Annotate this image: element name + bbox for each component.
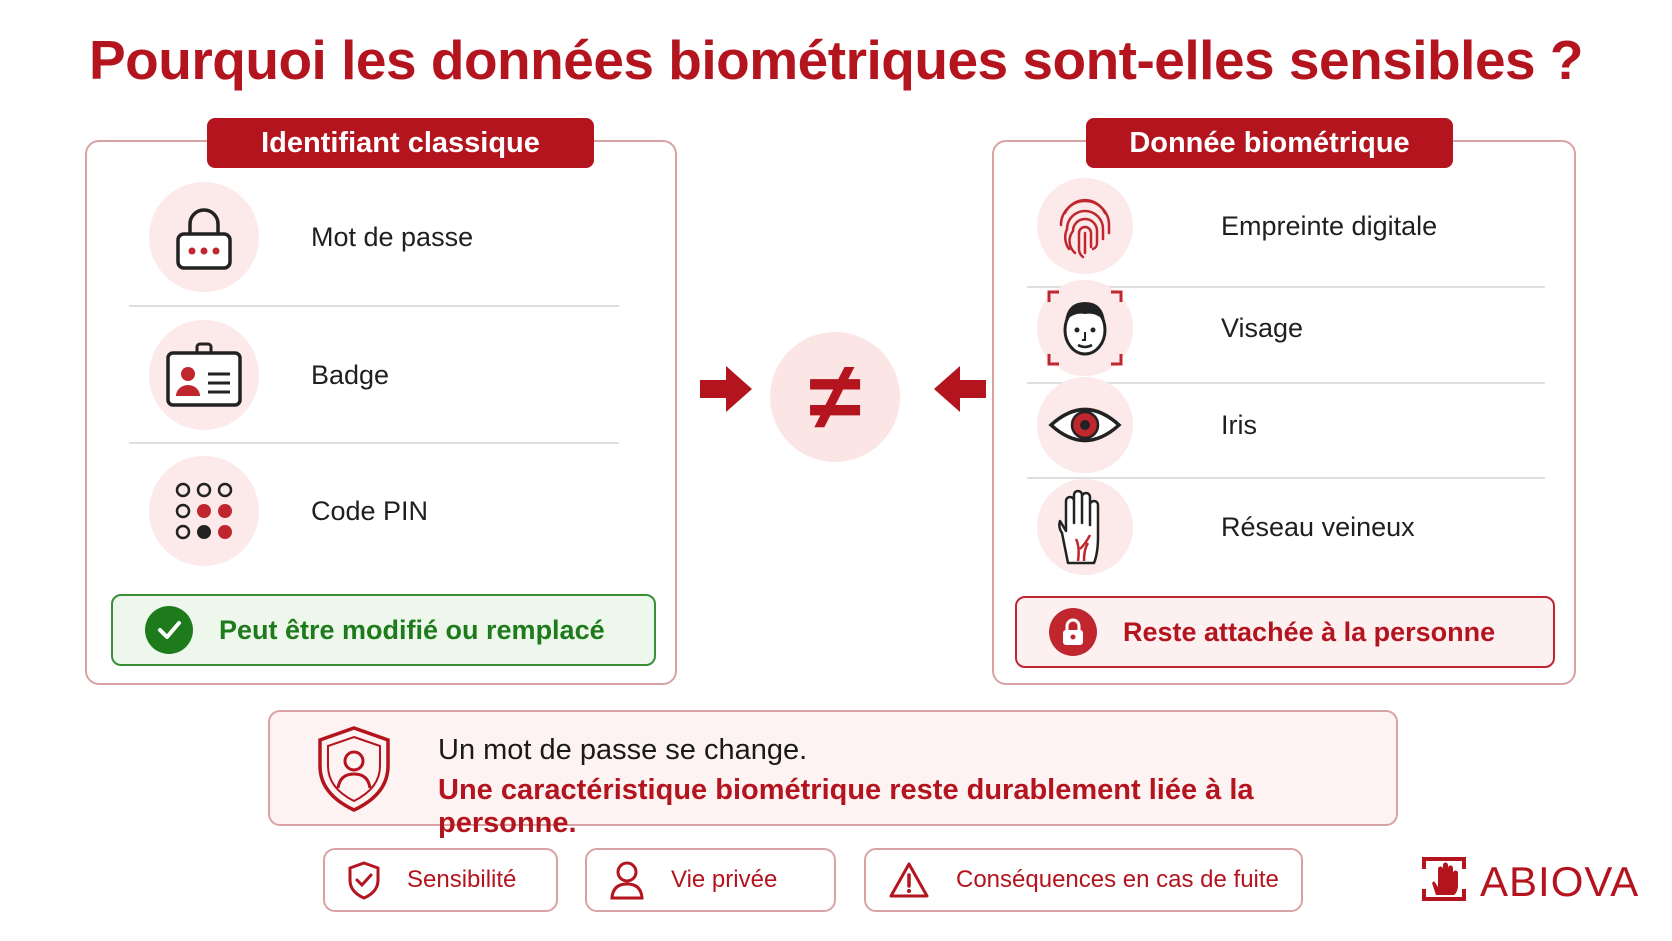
message-line-2: Une caractéristique biométrique reste durablement liée à la personne. [438,774,1254,839]
face-label: Visage [1221,312,1304,343]
leak-consequences-label: Conséquences en cas de fuite [956,866,1279,893]
face-scan-icon [1037,280,1133,376]
biometric-data-panel [992,126,1576,685]
abiova-logo [1420,855,1639,908]
iris-label: Iris [1221,409,1257,440]
replaceable-status-text: Peut être modifié ou remplacé [219,614,605,645]
warning-icon [888,861,930,899]
badge-item [149,310,649,440]
fingerprint-label: Empreinte digitale [1221,210,1438,241]
key-message [268,710,1398,839]
stays-attached-status [1015,596,1555,668]
logo-text: ABIOVA [1480,857,1640,905]
sensitivity-tag [323,848,558,912]
replaceable-status [111,594,656,666]
biometric-data-header: Donnée biométrique [1086,118,1453,168]
arrow-right-icon [700,366,752,417]
pin-keypad-icon [149,456,259,566]
password-item [149,172,649,302]
leak-consequences-tag [864,848,1303,912]
vein-network-item [1037,476,1537,578]
face-item [1037,277,1537,379]
hand-logo-icon [1420,855,1468,908]
password-label: Mot de passe [311,221,474,252]
id-badge-icon [149,320,259,430]
message-line-1: Un mot de passe se change. [438,734,808,766]
divider [129,305,619,307]
privacy-label: Vie privée [671,866,778,893]
user-icon [609,860,645,900]
classic-identifier-panel [85,126,677,685]
badge-label: Badge [311,359,390,390]
vein-network-label: Réseau veineux [1221,511,1415,542]
lock-icon [149,182,259,292]
arrow-left-icon [934,366,986,417]
eye-icon [1037,377,1133,473]
fingerprint-item [1037,175,1537,277]
shield-check-icon [347,860,381,900]
fingerprint-icon [1037,178,1133,274]
lock-circle-icon [1049,608,1097,656]
pin-code-item [149,446,649,576]
sensitivity-label: Sensibilité [407,866,517,893]
hand-veins-icon [1037,479,1133,575]
privacy-tag [585,848,836,912]
pin-code-label: Code PIN [311,495,429,526]
iris-item [1037,374,1537,476]
classic-identifier-header: Identifiant classique [207,118,594,168]
divider [129,442,619,444]
page-title: Pourquoi les données biométriques sont-elles sensibles ? [88,29,1583,91]
check-circle-icon [145,606,193,654]
shield-user-icon [314,724,394,819]
not-equal-icon: ≠ [770,332,900,462]
stays-attached-status-text: Reste attachée à la personne [1123,616,1496,647]
